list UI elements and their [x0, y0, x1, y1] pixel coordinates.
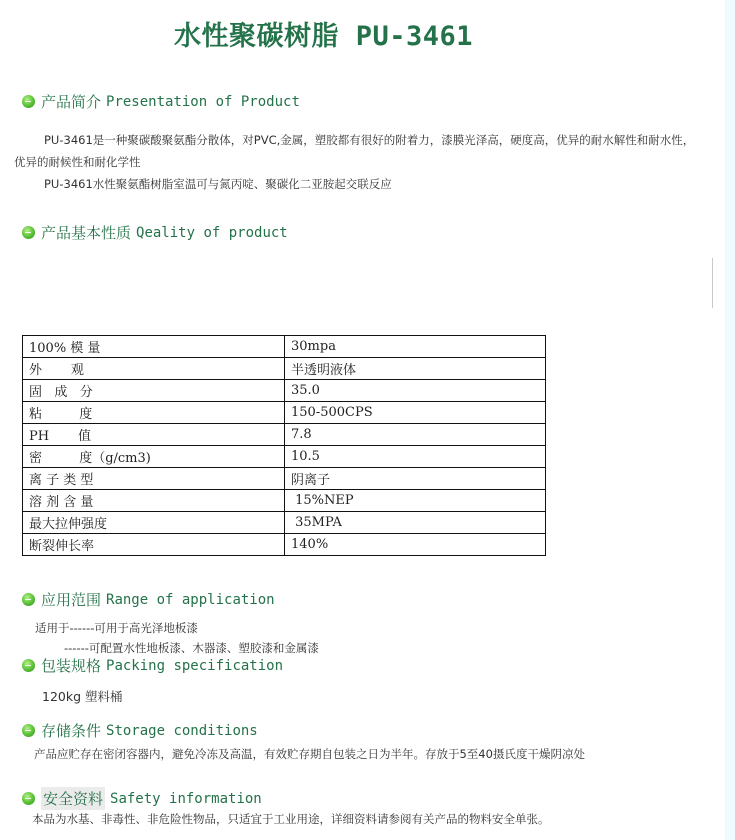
property-value: 140%: [285, 534, 546, 556]
right-edge-strip: [725, 0, 735, 840]
property-name: 断裂伸长率: [23, 534, 285, 556]
heading-cn: 安全资料: [41, 787, 105, 810]
presentation-line-2: 优异的耐候性和耐化学性: [14, 155, 141, 169]
heading-en: Storage conditions: [106, 722, 258, 739]
heading-cn: 存储条件: [41, 722, 102, 740]
property-name: 粘 度: [23, 402, 285, 424]
table-row: [23, 490, 546, 512]
table-row: [23, 424, 546, 446]
heading-en: Presentation of Product: [106, 93, 300, 110]
heading-cn: 包装规格: [41, 657, 102, 675]
section-heading-presentation: [22, 91, 300, 112]
properties-table: [22, 335, 546, 556]
property-name: 密 度（g/cm3): [23, 446, 285, 468]
table-row: [23, 468, 546, 490]
heading-en: Range of application: [106, 591, 275, 608]
property-name: PH 值: [23, 424, 285, 446]
table-row: [23, 402, 546, 424]
property-value: 10.5: [285, 446, 546, 468]
green-arrow-circle-icon: [22, 659, 35, 672]
safety-line-1: 本品为水基、非毒性、非危险性物品，只适宜于工业用途，详细资料请参阅有关产品的物料安全单张。: [32, 812, 550, 826]
section-heading-safety: [22, 787, 262, 810]
table-row: [23, 336, 546, 358]
section-heading-storage: [22, 720, 258, 741]
green-arrow-circle-icon: [22, 593, 35, 606]
section-heading-quality: [22, 222, 288, 243]
page-title: 水性聚碳树脂 PU-3461: [174, 21, 474, 52]
divider-line: [712, 258, 713, 308]
packing-line-1: 120kg 塑料桶: [42, 689, 123, 704]
heading-cn: 产品基本性质: [41, 224, 132, 242]
heading-cn: 产品简介: [41, 93, 102, 111]
property-value: 30mpa: [285, 336, 546, 358]
property-value: 7.8: [285, 424, 546, 446]
property-value: 150-500CPS: [285, 402, 546, 424]
property-value: 15%NEP: [285, 490, 546, 512]
property-name: 离 子 类 型: [23, 468, 285, 490]
property-value: 35.0: [285, 380, 546, 402]
property-name: 100% 模 量: [23, 336, 285, 358]
property-name: 溶 剂 含 量: [23, 490, 285, 512]
property-value: 35MPA: [285, 512, 546, 534]
property-value: 阴离子: [285, 468, 546, 490]
property-value: 半透明液体: [285, 358, 546, 380]
property-name: 外 观: [23, 358, 285, 380]
table-row: [23, 512, 546, 534]
green-arrow-circle-icon: [22, 792, 35, 805]
table-row: [23, 446, 546, 468]
green-arrow-circle-icon: [22, 724, 35, 737]
application-line-1: 适用于------可用于高光泽地板漆: [35, 621, 198, 635]
heading-en: Packing specification: [106, 657, 284, 674]
heading-en: Qeality of product: [136, 224, 288, 241]
presentation-line-1: PU-3461是一种聚碳酸聚氨酯分散体，对PVC,金属，塑胶都有很好的附着力，漆膜光泽高，硬度高，优异的耐水解性和耐水性，: [44, 133, 695, 147]
table-row: [23, 358, 546, 380]
property-name: 最大拉伸强度: [23, 512, 285, 534]
green-arrow-circle-icon: [22, 226, 35, 239]
storage-line-1: 产品应贮存在密闭容器内，避免冷冻及高温，有效贮存期自包装之日为半年。存放于5至40摄氏度干燥阴凉处: [34, 747, 585, 761]
presentation-line-3: PU-3461水性聚氨酯树脂室温可与氮丙啶、聚碳化二亚胺起交联反应: [44, 177, 392, 191]
table-row: [23, 534, 546, 556]
heading-en: Safety information: [110, 790, 262, 807]
property-name: 固 成 分: [23, 380, 285, 402]
application-line-2: ------可配置水性地板漆、木器漆、塑胶漆和金属漆: [64, 641, 319, 655]
section-heading-packing: [22, 655, 283, 676]
green-arrow-circle-icon: [22, 95, 35, 108]
table-row: [23, 380, 546, 402]
heading-cn: 应用范围: [41, 591, 102, 609]
section-heading-application: [22, 589, 275, 610]
